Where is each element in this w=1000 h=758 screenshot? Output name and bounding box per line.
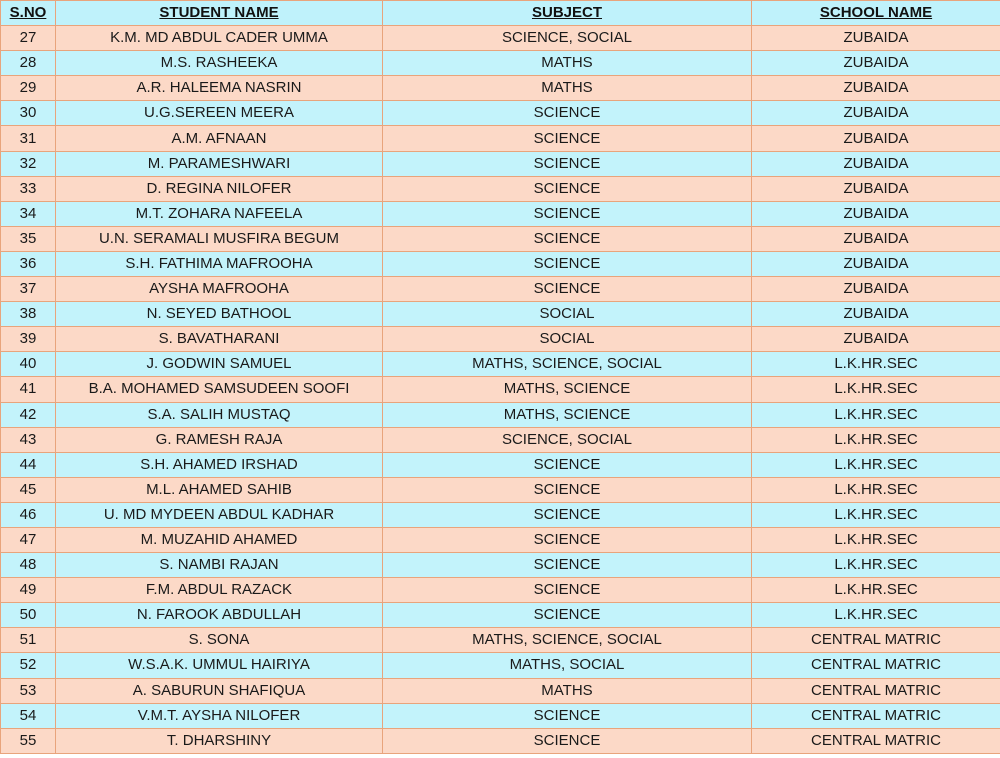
cell-school-name: L.K.HR.SEC bbox=[752, 427, 1000, 452]
cell-school-name: L.K.HR.SEC bbox=[752, 377, 1000, 402]
cell-school-name: ZUBAIDA bbox=[752, 302, 1000, 327]
cell-student-name: W.S.A.K. UMMUL HAIRIYA bbox=[56, 653, 383, 678]
cell-subject: SCIENCE bbox=[383, 226, 752, 251]
table-row bbox=[1, 628, 1000, 653]
cell-subject: SOCIAL bbox=[383, 327, 752, 352]
table-row bbox=[1, 277, 1000, 302]
cell-student-name: V.M.T. AYSHA NILOFER bbox=[56, 703, 383, 728]
table-row bbox=[1, 101, 1000, 126]
cell-school-name: L.K.HR.SEC bbox=[752, 527, 1000, 552]
cell-sno: 32 bbox=[1, 151, 56, 176]
cell-subject: MATHS bbox=[383, 51, 752, 76]
table-row bbox=[1, 51, 1000, 76]
cell-subject: SCIENCE bbox=[383, 251, 752, 276]
cell-student-name: A.M. AFNAAN bbox=[56, 126, 383, 151]
table-row bbox=[1, 502, 1000, 527]
cell-student-name: M. MUZAHID AHAMED bbox=[56, 527, 383, 552]
table-row bbox=[1, 377, 1000, 402]
cell-subject: SCIENCE bbox=[383, 502, 752, 527]
cell-sno: 45 bbox=[1, 477, 56, 502]
cell-subject: SOCIAL bbox=[383, 302, 752, 327]
cell-subject: MATHS bbox=[383, 76, 752, 101]
cell-student-name: N. SEYED BATHOOL bbox=[56, 302, 383, 327]
cell-subject: SCIENCE bbox=[383, 176, 752, 201]
table-row bbox=[1, 553, 1000, 578]
cell-sno: 47 bbox=[1, 527, 56, 552]
cell-subject: SCIENCE, SOCIAL bbox=[383, 26, 752, 51]
cell-student-name: F.M. ABDUL RAZACK bbox=[56, 578, 383, 603]
cell-sno: 48 bbox=[1, 553, 56, 578]
cell-school-name: L.K.HR.SEC bbox=[752, 502, 1000, 527]
cell-school-name: CENTRAL MATRIC bbox=[752, 728, 1000, 753]
cell-student-name: S.A. SALIH MUSTAQ bbox=[56, 402, 383, 427]
cell-school-name: ZUBAIDA bbox=[752, 201, 1000, 226]
cell-sno: 27 bbox=[1, 26, 56, 51]
cell-school-name: CENTRAL MATRIC bbox=[752, 703, 1000, 728]
cell-sno: 51 bbox=[1, 628, 56, 653]
cell-student-name: A.R. HALEEMA NASRIN bbox=[56, 76, 383, 101]
cell-school-name: CENTRAL MATRIC bbox=[752, 653, 1000, 678]
table-row bbox=[1, 251, 1000, 276]
cell-subject: SCIENCE bbox=[383, 477, 752, 502]
cell-school-name: ZUBAIDA bbox=[752, 26, 1000, 51]
cell-school-name: L.K.HR.SEC bbox=[752, 477, 1000, 502]
cell-subject: MATHS, SCIENCE, SOCIAL bbox=[383, 628, 752, 653]
table-row bbox=[1, 703, 1000, 728]
cell-subject: SCIENCE bbox=[383, 151, 752, 176]
cell-subject: SCIENCE bbox=[383, 277, 752, 302]
cell-sno: 39 bbox=[1, 327, 56, 352]
cell-student-name: S. BAVATHARANI bbox=[56, 327, 383, 352]
cell-student-name: G. RAMESH RAJA bbox=[56, 427, 383, 452]
cell-school-name: ZUBAIDA bbox=[752, 251, 1000, 276]
cell-student-name: M.S. RASHEEKA bbox=[56, 51, 383, 76]
cell-subject: MATHS, SCIENCE bbox=[383, 402, 752, 427]
cell-subject: SCIENCE bbox=[383, 452, 752, 477]
cell-school-name: ZUBAIDA bbox=[752, 151, 1000, 176]
cell-student-name: D. REGINA NILOFER bbox=[56, 176, 383, 201]
cell-school-name: CENTRAL MATRIC bbox=[752, 678, 1000, 703]
cell-sno: 30 bbox=[1, 101, 56, 126]
cell-sno: 40 bbox=[1, 352, 56, 377]
cell-student-name: J. GODWIN SAMUEL bbox=[56, 352, 383, 377]
cell-sno: 38 bbox=[1, 302, 56, 327]
table-row bbox=[1, 728, 1000, 753]
cell-sno: 33 bbox=[1, 176, 56, 201]
cell-subject: SCIENCE bbox=[383, 603, 752, 628]
cell-student-name: M.L. AHAMED SAHIB bbox=[56, 477, 383, 502]
cell-student-name: U.G.SEREEN MEERA bbox=[56, 101, 383, 126]
table-row bbox=[1, 527, 1000, 552]
cell-school-name: L.K.HR.SEC bbox=[752, 553, 1000, 578]
header-student-name: STUDENT NAME bbox=[56, 1, 383, 26]
header-subject: SUBJECT bbox=[383, 1, 752, 26]
table-row bbox=[1, 302, 1000, 327]
cell-student-name: S.H. AHAMED IRSHAD bbox=[56, 452, 383, 477]
cell-subject: SCIENCE bbox=[383, 578, 752, 603]
cell-student-name: K.M. MD ABDUL CADER UMMA bbox=[56, 26, 383, 51]
cell-sno: 46 bbox=[1, 502, 56, 527]
table-row bbox=[1, 327, 1000, 352]
cell-subject: MATHS bbox=[383, 678, 752, 703]
table-row bbox=[1, 176, 1000, 201]
cell-sno: 54 bbox=[1, 703, 56, 728]
table-row bbox=[1, 578, 1000, 603]
cell-subject: SCIENCE bbox=[383, 553, 752, 578]
cell-subject: MATHS, SOCIAL bbox=[383, 653, 752, 678]
table-row bbox=[1, 126, 1000, 151]
cell-sno: 53 bbox=[1, 678, 56, 703]
table-row bbox=[1, 427, 1000, 452]
table-row bbox=[1, 26, 1000, 51]
cell-sno: 37 bbox=[1, 277, 56, 302]
cell-sno: 35 bbox=[1, 226, 56, 251]
cell-subject: MATHS, SCIENCE bbox=[383, 377, 752, 402]
cell-sno: 52 bbox=[1, 653, 56, 678]
table-row bbox=[1, 678, 1000, 703]
cell-school-name: ZUBAIDA bbox=[752, 51, 1000, 76]
cell-sno: 34 bbox=[1, 201, 56, 226]
cell-student-name: S. NAMBI RAJAN bbox=[56, 553, 383, 578]
cell-school-name: CENTRAL MATRIC bbox=[752, 628, 1000, 653]
cell-subject: SCIENCE, SOCIAL bbox=[383, 427, 752, 452]
table-header bbox=[1, 1, 1000, 26]
cell-subject: MATHS, SCIENCE, SOCIAL bbox=[383, 352, 752, 377]
cell-school-name: L.K.HR.SEC bbox=[752, 352, 1000, 377]
cell-student-name: N. FAROOK ABDULLAH bbox=[56, 603, 383, 628]
cell-school-name: ZUBAIDA bbox=[752, 101, 1000, 126]
cell-sno: 28 bbox=[1, 51, 56, 76]
table-row bbox=[1, 603, 1000, 628]
cell-school-name: L.K.HR.SEC bbox=[752, 578, 1000, 603]
cell-student-name: U. MD MYDEEN ABDUL KADHAR bbox=[56, 502, 383, 527]
cell-student-name: M. PARAMESHWARI bbox=[56, 151, 383, 176]
cell-student-name: B.A. MOHAMED SAMSUDEEN SOOFI bbox=[56, 377, 383, 402]
header-row bbox=[1, 1, 1000, 26]
table-row bbox=[1, 352, 1000, 377]
cell-sno: 42 bbox=[1, 402, 56, 427]
cell-student-name: AYSHA MAFROOHA bbox=[56, 277, 383, 302]
cell-school-name: ZUBAIDA bbox=[752, 327, 1000, 352]
cell-school-name: ZUBAIDA bbox=[752, 126, 1000, 151]
table-row bbox=[1, 477, 1000, 502]
cell-subject: SCIENCE bbox=[383, 201, 752, 226]
cell-school-name: ZUBAIDA bbox=[752, 277, 1000, 302]
cell-student-name: S. SONA bbox=[56, 628, 383, 653]
table-row bbox=[1, 452, 1000, 477]
cell-school-name: ZUBAIDA bbox=[752, 226, 1000, 251]
table-row bbox=[1, 151, 1000, 176]
table-row bbox=[1, 226, 1000, 251]
cell-student-name: A. SABURUN SHAFIQUA bbox=[56, 678, 383, 703]
header-school-name: SCHOOL NAME bbox=[752, 1, 1000, 26]
cell-sno: 44 bbox=[1, 452, 56, 477]
cell-sno: 29 bbox=[1, 76, 56, 101]
cell-sno: 50 bbox=[1, 603, 56, 628]
cell-school-name: ZUBAIDA bbox=[752, 176, 1000, 201]
cell-sno: 31 bbox=[1, 126, 56, 151]
cell-subject: SCIENCE bbox=[383, 703, 752, 728]
cell-school-name: ZUBAIDA bbox=[752, 76, 1000, 101]
cell-student-name: S.H. FATHIMA MAFROOHA bbox=[56, 251, 383, 276]
cell-subject: SCIENCE bbox=[383, 527, 752, 552]
cell-sno: 55 bbox=[1, 728, 56, 753]
table-row bbox=[1, 76, 1000, 101]
table-body bbox=[1, 26, 1000, 754]
table-row bbox=[1, 653, 1000, 678]
cell-student-name: M.T. ZOHARA NAFEELA bbox=[56, 201, 383, 226]
cell-sno: 36 bbox=[1, 251, 56, 276]
cell-school-name: L.K.HR.SEC bbox=[752, 402, 1000, 427]
table-row bbox=[1, 402, 1000, 427]
cell-subject: SCIENCE bbox=[383, 728, 752, 753]
cell-sno: 43 bbox=[1, 427, 56, 452]
cell-subject: SCIENCE bbox=[383, 101, 752, 126]
cell-school-name: L.K.HR.SEC bbox=[752, 603, 1000, 628]
header-sno: S.NO bbox=[1, 1, 56, 26]
cell-sno: 49 bbox=[1, 578, 56, 603]
cell-sno: 41 bbox=[1, 377, 56, 402]
table-row bbox=[1, 201, 1000, 226]
cell-student-name: U.N. SERAMALI MUSFIRA BEGUM bbox=[56, 226, 383, 251]
cell-subject: SCIENCE bbox=[383, 126, 752, 151]
cell-school-name: L.K.HR.SEC bbox=[752, 452, 1000, 477]
cell-student-name: T. DHARSHINY bbox=[56, 728, 383, 753]
